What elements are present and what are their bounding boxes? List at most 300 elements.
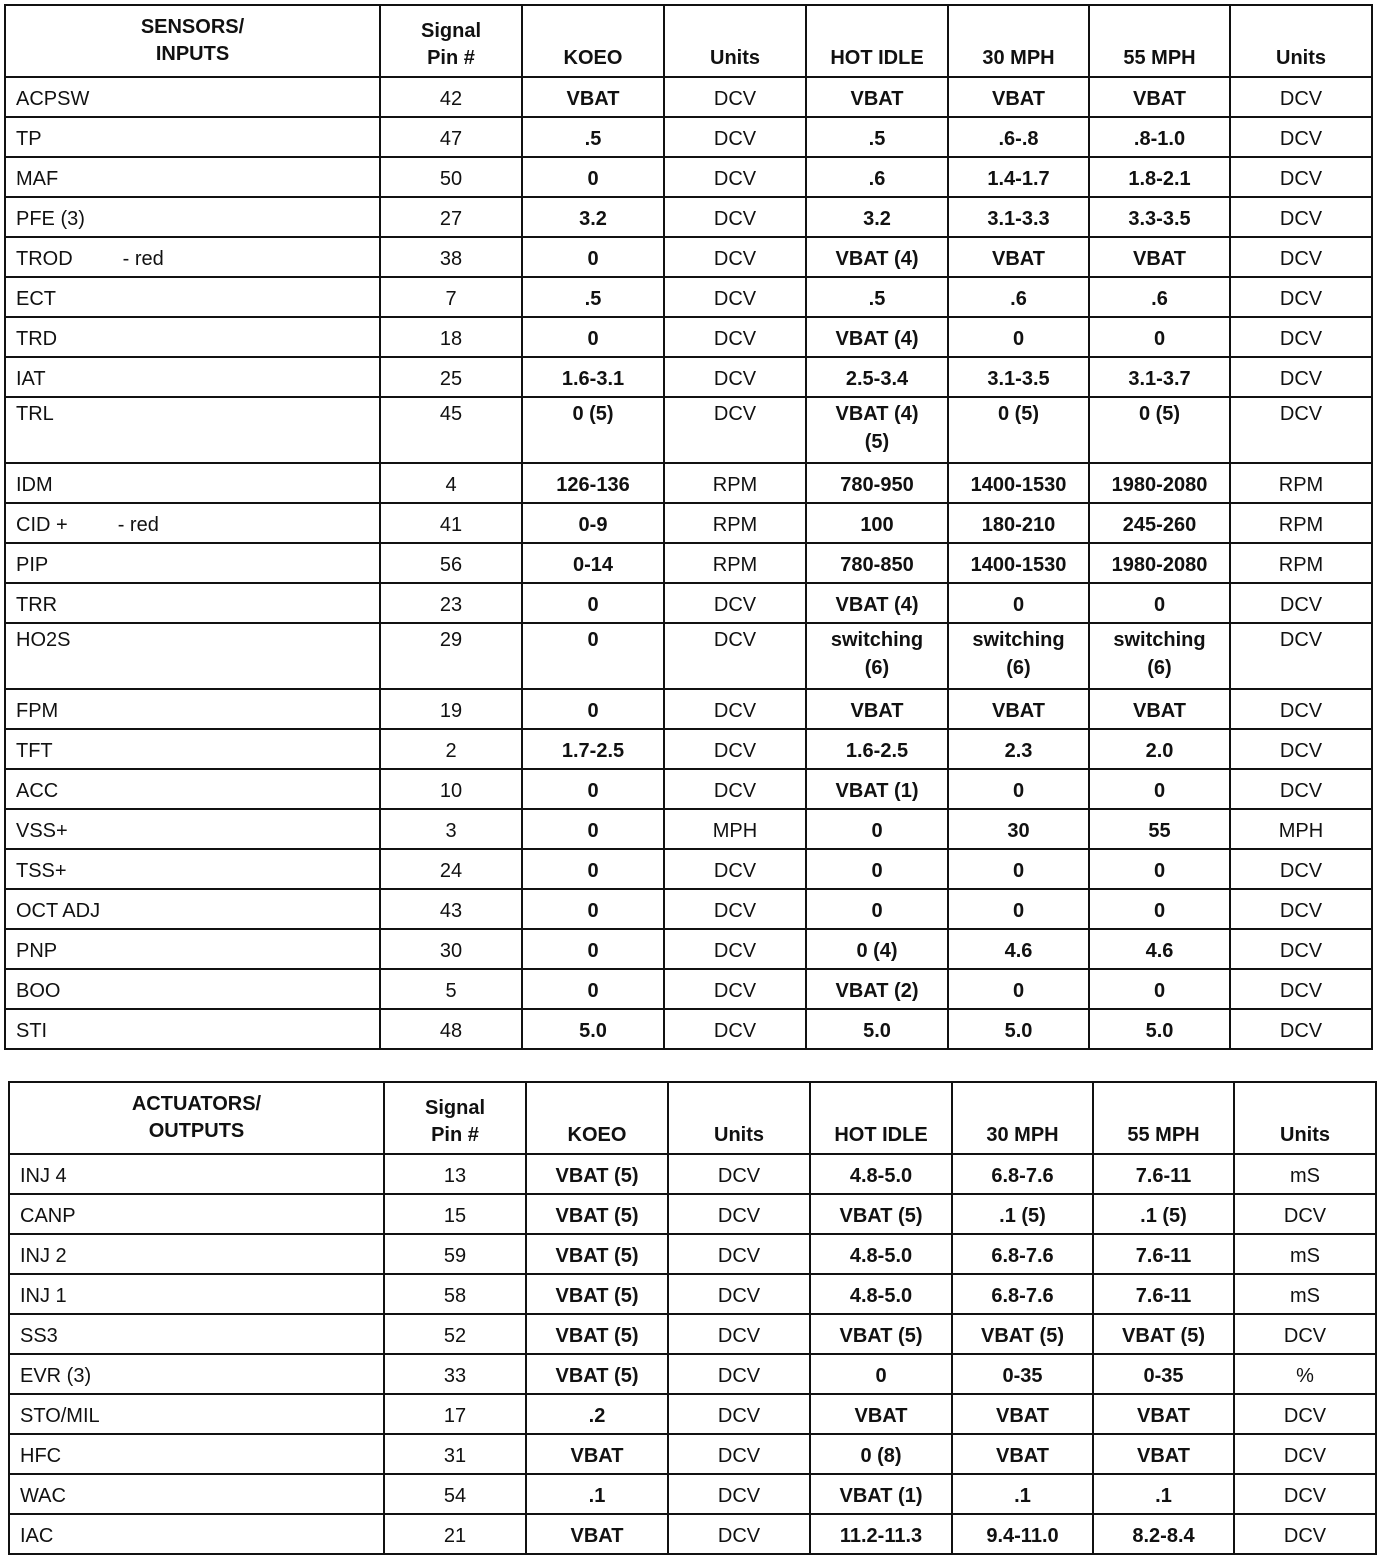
koeo-value-cell: 5.0 bbox=[522, 1009, 664, 1049]
koeo-value-cell: VBAT (5) bbox=[526, 1194, 668, 1234]
table-row bbox=[9, 1514, 1376, 1554]
column-header-mph30: 30 MPH bbox=[948, 5, 1089, 77]
koeo-units-cell: DCV bbox=[668, 1514, 810, 1554]
units-cell: DCV bbox=[1230, 77, 1372, 117]
units-cell: RPM bbox=[1230, 503, 1372, 543]
55-mph-value-cell: .8-1.0 bbox=[1089, 117, 1230, 157]
koeo-value-cell: VBAT (5) bbox=[526, 1274, 668, 1314]
column-header-mph55: 55 MPH bbox=[1089, 5, 1230, 77]
koeo-value-cell: VBAT (5) bbox=[526, 1314, 668, 1354]
signal-name: EVR (3) bbox=[20, 1365, 92, 1387]
signal-pin-cell: 47 bbox=[380, 117, 522, 157]
koeo-units-cell: DCV bbox=[664, 623, 806, 689]
30-mph-value-cell: VBAT bbox=[948, 237, 1089, 277]
signal-name: TP bbox=[16, 128, 42, 150]
units-cell: DCV bbox=[1230, 969, 1372, 1009]
hot-idle-value-cell: VBAT (4) bbox=[806, 317, 948, 357]
sensor-name-cell bbox=[5, 237, 380, 277]
table-row bbox=[5, 503, 1372, 543]
signal-name: PIP bbox=[16, 554, 49, 576]
signal-name: TSS+ bbox=[16, 860, 67, 882]
table-row bbox=[5, 1009, 1372, 1049]
30-mph-value-cell: 0 bbox=[948, 889, 1089, 929]
sensor-name-cell bbox=[5, 503, 380, 543]
hot-idle-value-cell: 0 bbox=[806, 809, 948, 849]
koeo-value-cell: 0 bbox=[522, 689, 664, 729]
30-mph-value-cell: 2.3 bbox=[948, 729, 1089, 769]
units-cell: DCV bbox=[1234, 1394, 1376, 1434]
column-header-units1: Units bbox=[664, 5, 806, 77]
koeo-units-cell: DCV bbox=[668, 1354, 810, 1394]
55-mph-value-cell: 55 bbox=[1089, 809, 1230, 849]
sensor-name-cell bbox=[5, 889, 380, 929]
signal-name: IAT bbox=[16, 368, 46, 390]
hot-idle-value-cell: 11.2-11.3 bbox=[810, 1514, 952, 1554]
units-cell: DCV bbox=[1230, 197, 1372, 237]
signal-pin-cell: 33 bbox=[384, 1354, 526, 1394]
signal-pin-cell: 50 bbox=[380, 157, 522, 197]
table-row bbox=[9, 1234, 1376, 1274]
koeo-units-cell: DCV bbox=[664, 237, 806, 277]
koeo-value-cell: .1 bbox=[526, 1474, 668, 1514]
koeo-value-cell: 0 bbox=[522, 929, 664, 969]
table-row bbox=[5, 237, 1372, 277]
koeo-value-cell: 0 (5) bbox=[522, 397, 664, 463]
hot-idle-value-cell: switching (6) bbox=[806, 623, 948, 689]
30-mph-value-cell: switching (6) bbox=[948, 623, 1089, 689]
column-header-name: ACTUATORS/ OUTPUTS bbox=[9, 1082, 384, 1154]
55-mph-value-cell: VBAT bbox=[1089, 689, 1230, 729]
signal-name: ACPSW bbox=[16, 88, 90, 110]
signal-pin-cell: 27 bbox=[380, 197, 522, 237]
hot-idle-value-cell: .6 bbox=[806, 157, 948, 197]
koeo-units-cell: DCV bbox=[664, 157, 806, 197]
koeo-units-cell: MPH bbox=[664, 809, 806, 849]
koeo-units-cell: RPM bbox=[664, 503, 806, 543]
signal-pin-cell: 56 bbox=[380, 543, 522, 583]
signal-pin-cell: 5 bbox=[380, 969, 522, 1009]
signal-name: HFC bbox=[20, 1445, 62, 1467]
units-cell: DCV bbox=[1230, 277, 1372, 317]
30-mph-value-cell: 0 bbox=[948, 583, 1089, 623]
hot-idle-value-cell: 100 bbox=[806, 503, 948, 543]
hot-idle-value-cell: VBAT (5) bbox=[810, 1194, 952, 1234]
table-row bbox=[5, 357, 1372, 397]
sensor-name-cell bbox=[5, 543, 380, 583]
hot-idle-value-cell: VBAT bbox=[806, 689, 948, 729]
header-row bbox=[5, 5, 1372, 77]
30-mph-value-cell: 3.1-3.5 bbox=[948, 357, 1089, 397]
koeo-units-cell: DCV bbox=[668, 1274, 810, 1314]
sensor-name-cell bbox=[5, 583, 380, 623]
30-mph-value-cell: .1 (5) bbox=[952, 1194, 1093, 1234]
table-row bbox=[9, 1354, 1376, 1394]
55-mph-value-cell: 5.0 bbox=[1089, 1009, 1230, 1049]
signal-name: ACC bbox=[16, 780, 59, 802]
koeo-value-cell: 0 bbox=[522, 583, 664, 623]
koeo-value-cell: 1.7-2.5 bbox=[522, 729, 664, 769]
koeo-units-cell: DCV bbox=[664, 117, 806, 157]
column-header-name: SENSORS/ INPUTS bbox=[5, 5, 380, 77]
signal-pin-cell: 23 bbox=[380, 583, 522, 623]
hot-idle-value-cell: 780-950 bbox=[806, 463, 948, 503]
30-mph-value-cell: 6.8-7.6 bbox=[952, 1274, 1093, 1314]
koeo-units-cell: DCV bbox=[664, 277, 806, 317]
55-mph-value-cell: 0 bbox=[1089, 849, 1230, 889]
units-cell: DCV bbox=[1234, 1434, 1376, 1474]
koeo-units-cell: DCV bbox=[664, 77, 806, 117]
sensor-name-cell bbox=[5, 729, 380, 769]
30-mph-value-cell: 0 bbox=[948, 849, 1089, 889]
units-cell: DCV bbox=[1234, 1194, 1376, 1234]
table-row bbox=[9, 1474, 1376, 1514]
signal-pin-cell: 19 bbox=[380, 689, 522, 729]
table-row bbox=[9, 1314, 1376, 1354]
signal-name: ECT bbox=[16, 288, 56, 310]
30-mph-value-cell: 1400-1530 bbox=[948, 463, 1089, 503]
hot-idle-value-cell: 4.8-5.0 bbox=[810, 1274, 952, 1314]
units-cell: DCV bbox=[1230, 729, 1372, 769]
hot-idle-value-cell: 2.5-3.4 bbox=[806, 357, 948, 397]
units-cell: DCV bbox=[1234, 1474, 1376, 1514]
koeo-units-cell: RPM bbox=[664, 543, 806, 583]
signal-pin-cell: 21 bbox=[384, 1514, 526, 1554]
signal-name: PFE (3) bbox=[16, 208, 85, 230]
table-row bbox=[9, 1394, 1376, 1434]
sensor-name-cell bbox=[5, 357, 380, 397]
signal-pin-cell: 15 bbox=[384, 1194, 526, 1234]
sensor-name-cell bbox=[9, 1394, 384, 1434]
signal-name: PNP bbox=[16, 940, 58, 962]
table-row bbox=[5, 197, 1372, 237]
hot-idle-value-cell: 0 bbox=[806, 849, 948, 889]
koeo-value-cell: .2 bbox=[526, 1394, 668, 1434]
units-cell: DCV bbox=[1230, 1009, 1372, 1049]
signal-name: FPM bbox=[16, 700, 59, 722]
hot-idle-value-cell: 3.2 bbox=[806, 197, 948, 237]
units-cell: RPM bbox=[1230, 543, 1372, 583]
sensor-name-cell bbox=[5, 397, 380, 463]
hot-idle-value-cell: 5.0 bbox=[806, 1009, 948, 1049]
sensor-name-cell bbox=[9, 1514, 384, 1554]
koeo-units-cell: DCV bbox=[668, 1474, 810, 1514]
sensor-name-cell bbox=[9, 1434, 384, 1474]
sensor-name-cell bbox=[5, 849, 380, 889]
koeo-value-cell: VBAT (5) bbox=[526, 1354, 668, 1394]
table-row bbox=[5, 969, 1372, 1009]
signal-name: IDM bbox=[16, 474, 53, 496]
koeo-units-cell: DCV bbox=[664, 689, 806, 729]
koeo-units-cell: DCV bbox=[664, 969, 806, 1009]
sensor-name-cell bbox=[5, 77, 380, 117]
koeo-units-cell: DCV bbox=[668, 1394, 810, 1434]
koeo-units-cell: DCV bbox=[668, 1434, 810, 1474]
koeo-value-cell: 0-9 bbox=[522, 503, 664, 543]
signal-name: IAC bbox=[20, 1525, 54, 1547]
table-row bbox=[5, 77, 1372, 117]
koeo-value-cell: VBAT (5) bbox=[526, 1234, 668, 1274]
koeo-value-cell: 0 bbox=[522, 237, 664, 277]
koeo-value-cell: .5 bbox=[522, 277, 664, 317]
column-header-hot-idle: HOT IDLE bbox=[806, 5, 948, 77]
55-mph-value-cell: VBAT bbox=[1089, 77, 1230, 117]
30-mph-value-cell: .1 bbox=[952, 1474, 1093, 1514]
55-mph-value-cell: 7.6-11 bbox=[1093, 1154, 1234, 1194]
sensor-name-cell bbox=[9, 1314, 384, 1354]
sensor-name-cell bbox=[5, 463, 380, 503]
55-mph-value-cell: .1 bbox=[1093, 1474, 1234, 1514]
55-mph-value-cell: 0 bbox=[1089, 317, 1230, 357]
signal-pin-cell: 3 bbox=[380, 809, 522, 849]
units-cell: mS bbox=[1234, 1274, 1376, 1314]
30-mph-value-cell: 1.4-1.7 bbox=[948, 157, 1089, 197]
signal-pin-cell: 17 bbox=[384, 1394, 526, 1434]
units-cell: DCV bbox=[1230, 769, 1372, 809]
30-mph-value-cell: 0-35 bbox=[952, 1354, 1093, 1394]
table-row bbox=[5, 157, 1372, 197]
hot-idle-value-cell: VBAT (4) (5) bbox=[806, 397, 948, 463]
koeo-value-cell: 0 bbox=[522, 317, 664, 357]
column-header-pin: Signal Pin # bbox=[384, 1082, 526, 1154]
30-mph-value-cell: VBAT bbox=[952, 1434, 1093, 1474]
signal-pin-cell: 42 bbox=[380, 77, 522, 117]
signal-name: TROD bbox=[16, 248, 73, 270]
signal-pin-cell: 59 bbox=[384, 1234, 526, 1274]
signal-pin-cell: 24 bbox=[380, 849, 522, 889]
signal-name: TRD bbox=[16, 328, 58, 350]
units-cell: DCV bbox=[1230, 357, 1372, 397]
signal-name: WAC bbox=[20, 1485, 66, 1507]
units-cell: % bbox=[1234, 1354, 1376, 1394]
table-row bbox=[5, 317, 1372, 357]
hot-idle-value-cell: 4.8-5.0 bbox=[810, 1234, 952, 1274]
30-mph-value-cell: 180-210 bbox=[948, 503, 1089, 543]
koeo-value-cell: 0 bbox=[522, 969, 664, 1009]
signal-name: INJ 4 bbox=[20, 1165, 67, 1187]
signal-pin-cell: 52 bbox=[384, 1314, 526, 1354]
koeo-units-cell: DCV bbox=[664, 929, 806, 969]
hot-idle-value-cell: VBAT (5) bbox=[810, 1314, 952, 1354]
signal-name: STI bbox=[16, 1020, 48, 1042]
30-mph-value-cell: 0 bbox=[948, 317, 1089, 357]
55-mph-value-cell: 245-260 bbox=[1089, 503, 1230, 543]
55-mph-value-cell: 7.6-11 bbox=[1093, 1274, 1234, 1314]
units-cell: DCV bbox=[1230, 849, 1372, 889]
55-mph-value-cell: 0 bbox=[1089, 769, 1230, 809]
koeo-value-cell: 0 bbox=[522, 849, 664, 889]
koeo-value-cell: VBAT (5) bbox=[526, 1154, 668, 1194]
koeo-units-cell: DCV bbox=[664, 729, 806, 769]
signal-name: INJ 2 bbox=[20, 1245, 67, 1267]
column-header-units1: Units bbox=[668, 1082, 810, 1154]
30-mph-value-cell: VBAT bbox=[948, 77, 1089, 117]
30-mph-value-cell: 0 bbox=[948, 969, 1089, 1009]
units-cell: DCV bbox=[1230, 583, 1372, 623]
hot-idle-value-cell: 0 (8) bbox=[810, 1434, 952, 1474]
column-header-pin: Signal Pin # bbox=[380, 5, 522, 77]
table-row bbox=[5, 769, 1372, 809]
signal-name: STO/MIL bbox=[20, 1405, 100, 1427]
table-row bbox=[9, 1154, 1376, 1194]
signal-name: OCT ADJ bbox=[16, 900, 101, 922]
actuators-outputs-table bbox=[8, 1081, 1377, 1555]
koeo-units-cell: DCV bbox=[664, 849, 806, 889]
55-mph-value-cell: VBAT bbox=[1093, 1434, 1234, 1474]
signal-pin-cell: 4 bbox=[380, 463, 522, 503]
wire-color-note: - red bbox=[117, 514, 159, 536]
55-mph-value-cell: 0 (5) bbox=[1089, 397, 1230, 463]
hot-idle-value-cell: VBAT bbox=[810, 1394, 952, 1434]
units-cell: DCV bbox=[1230, 117, 1372, 157]
55-mph-value-cell: 2.0 bbox=[1089, 729, 1230, 769]
units-cell: DCV bbox=[1230, 317, 1372, 357]
koeo-units-cell: DCV bbox=[664, 583, 806, 623]
30-mph-value-cell: 9.4-11.0 bbox=[952, 1514, 1093, 1554]
55-mph-value-cell: 3.3-3.5 bbox=[1089, 197, 1230, 237]
sensor-name-cell bbox=[5, 277, 380, 317]
55-mph-value-cell: 1.8-2.1 bbox=[1089, 157, 1230, 197]
sensor-name-cell bbox=[9, 1234, 384, 1274]
55-mph-value-cell: 0 bbox=[1089, 889, 1230, 929]
hot-idle-value-cell: 780-850 bbox=[806, 543, 948, 583]
koeo-value-cell: VBAT bbox=[526, 1514, 668, 1554]
koeo-value-cell: VBAT bbox=[522, 77, 664, 117]
sensor-name-cell bbox=[9, 1354, 384, 1394]
wire-color-note: - red bbox=[122, 248, 164, 270]
signal-pin-cell: 2 bbox=[380, 729, 522, 769]
column-header-units2: Units bbox=[1230, 5, 1372, 77]
koeo-units-cell: DCV bbox=[664, 317, 806, 357]
koeo-units-cell: DCV bbox=[664, 889, 806, 929]
55-mph-value-cell: 1980-2080 bbox=[1089, 463, 1230, 503]
sensor-name-cell bbox=[5, 809, 380, 849]
table-row bbox=[5, 929, 1372, 969]
signal-name: CID + bbox=[16, 514, 68, 536]
signal-name: HO2S bbox=[16, 629, 71, 651]
55-mph-value-cell: 0 bbox=[1089, 969, 1230, 1009]
sensor-name-cell bbox=[5, 197, 380, 237]
sensor-name-cell bbox=[5, 317, 380, 357]
table-row bbox=[9, 1194, 1376, 1234]
units-cell: DCV bbox=[1230, 889, 1372, 929]
signal-name: TFT bbox=[16, 740, 53, 762]
signal-pin-cell: 13 bbox=[384, 1154, 526, 1194]
table-row bbox=[5, 117, 1372, 157]
sensor-name-cell bbox=[5, 969, 380, 1009]
hot-idle-value-cell: 1.6-2.5 bbox=[806, 729, 948, 769]
table-row bbox=[5, 729, 1372, 769]
hot-idle-value-cell: VBAT (1) bbox=[806, 769, 948, 809]
55-mph-value-cell: 4.6 bbox=[1089, 929, 1230, 969]
units-cell: DCV bbox=[1230, 237, 1372, 277]
sensor-name-cell bbox=[9, 1274, 384, 1314]
hot-idle-value-cell: VBAT (4) bbox=[806, 583, 948, 623]
units-cell: DCV bbox=[1230, 397, 1372, 463]
sensor-name-cell bbox=[9, 1474, 384, 1514]
sensor-name-cell bbox=[9, 1194, 384, 1234]
55-mph-value-cell: 0-35 bbox=[1093, 1354, 1234, 1394]
sensor-name-cell bbox=[5, 689, 380, 729]
column-header-mph30: 30 MPH bbox=[952, 1082, 1093, 1154]
30-mph-value-cell: 4.6 bbox=[948, 929, 1089, 969]
koeo-value-cell: 0 bbox=[522, 809, 664, 849]
koeo-units-cell: DCV bbox=[664, 397, 806, 463]
signal-pin-cell: 54 bbox=[384, 1474, 526, 1514]
30-mph-value-cell: 0 (5) bbox=[948, 397, 1089, 463]
30-mph-value-cell: VBAT bbox=[948, 689, 1089, 729]
hot-idle-value-cell: .5 bbox=[806, 277, 948, 317]
signal-pin-cell: 45 bbox=[380, 397, 522, 463]
signal-pin-cell: 18 bbox=[380, 317, 522, 357]
55-mph-value-cell: VBAT bbox=[1089, 237, 1230, 277]
sensor-name-cell bbox=[9, 1154, 384, 1194]
hot-idle-value-cell: VBAT bbox=[806, 77, 948, 117]
koeo-units-cell: DCV bbox=[668, 1194, 810, 1234]
30-mph-value-cell: 0 bbox=[948, 769, 1089, 809]
30-mph-value-cell: 6.8-7.6 bbox=[952, 1154, 1093, 1194]
koeo-value-cell: 3.2 bbox=[522, 197, 664, 237]
table-row bbox=[9, 1434, 1376, 1474]
units-cell: DCV bbox=[1230, 623, 1372, 689]
table-row bbox=[5, 889, 1372, 929]
koeo-units-cell: DCV bbox=[664, 1009, 806, 1049]
table-row bbox=[5, 397, 1372, 463]
koeo-units-cell: DCV bbox=[664, 357, 806, 397]
signal-pin-cell: 7 bbox=[380, 277, 522, 317]
signal-pin-cell: 41 bbox=[380, 503, 522, 543]
table-row bbox=[5, 623, 1372, 689]
30-mph-value-cell: 30 bbox=[948, 809, 1089, 849]
koeo-units-cell: DCV bbox=[664, 197, 806, 237]
hot-idle-value-cell: 0 bbox=[806, 889, 948, 929]
units-cell: MPH bbox=[1230, 809, 1372, 849]
koeo-value-cell: 0 bbox=[522, 889, 664, 929]
units-cell: DCV bbox=[1234, 1314, 1376, 1354]
koeo-units-cell: RPM bbox=[664, 463, 806, 503]
hot-idle-value-cell: 0 (4) bbox=[806, 929, 948, 969]
signal-pin-cell: 10 bbox=[380, 769, 522, 809]
column-header-koeo: KOEO bbox=[526, 1082, 668, 1154]
hot-idle-value-cell: VBAT (1) bbox=[810, 1474, 952, 1514]
table-row bbox=[5, 463, 1372, 503]
55-mph-value-cell: 1980-2080 bbox=[1089, 543, 1230, 583]
koeo-units-cell: DCV bbox=[668, 1234, 810, 1274]
signal-name: VSS+ bbox=[16, 820, 68, 842]
55-mph-value-cell: switching (6) bbox=[1089, 623, 1230, 689]
column-header-mph55: 55 MPH bbox=[1093, 1082, 1234, 1154]
table-row bbox=[5, 849, 1372, 889]
sensor-name-cell bbox=[5, 117, 380, 157]
units-cell: mS bbox=[1234, 1154, 1376, 1194]
column-header-hot-idle: HOT IDLE bbox=[810, 1082, 952, 1154]
hot-idle-value-cell: VBAT (2) bbox=[806, 969, 948, 1009]
units-cell: RPM bbox=[1230, 463, 1372, 503]
hot-idle-value-cell: VBAT (4) bbox=[806, 237, 948, 277]
signal-pin-cell: 48 bbox=[380, 1009, 522, 1049]
column-header-koeo: KOEO bbox=[522, 5, 664, 77]
55-mph-value-cell: 0 bbox=[1089, 583, 1230, 623]
table-row bbox=[5, 689, 1372, 729]
koeo-value-cell: 0 bbox=[522, 623, 664, 689]
signal-pin-cell: 25 bbox=[380, 357, 522, 397]
table-row bbox=[5, 277, 1372, 317]
signal-name: SS3 bbox=[20, 1325, 58, 1347]
30-mph-value-cell: .6-.8 bbox=[948, 117, 1089, 157]
signal-name: MAF bbox=[16, 168, 59, 190]
30-mph-value-cell: 5.0 bbox=[948, 1009, 1089, 1049]
units-cell: DCV bbox=[1230, 157, 1372, 197]
signal-pin-cell: 58 bbox=[384, 1274, 526, 1314]
